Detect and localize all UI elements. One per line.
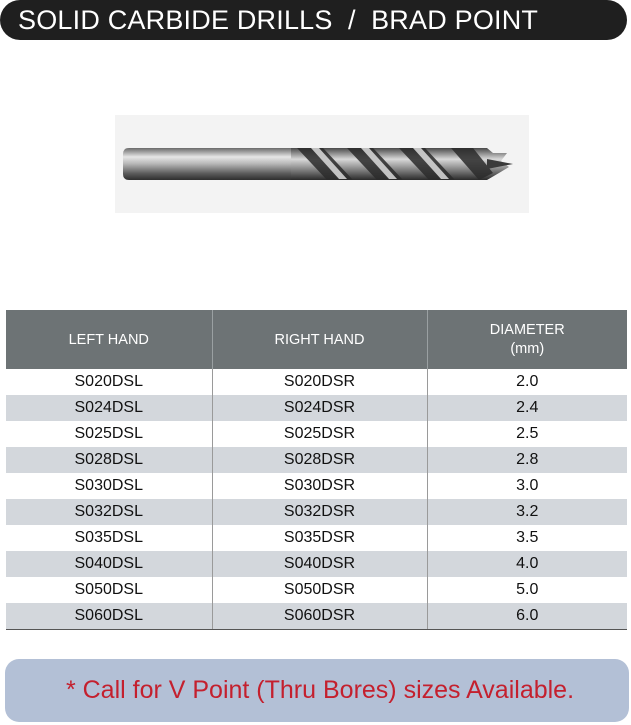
table-row (6, 577, 627, 603)
left-hand-cell: S024DSL (6, 395, 212, 421)
right-hand-cell: S020DSR (212, 369, 427, 395)
column-header-right-hand (212, 310, 427, 369)
diameter-cell: 6.0 (427, 603, 627, 630)
left-hand-cell: S020DSL (6, 369, 212, 395)
diameter-cell: 2.8 (427, 447, 627, 473)
column-header-diameter (427, 310, 627, 369)
left-hand-cell: S050DSL (6, 577, 212, 603)
table-row (6, 395, 627, 421)
diameter-cell: 3.2 (427, 499, 627, 525)
table-header-row (6, 310, 627, 369)
table-row (6, 551, 627, 577)
right-hand-cell: S040DSR (212, 551, 427, 577)
left-hand-cell: S040DSL (6, 551, 212, 577)
table-row (6, 421, 627, 447)
left-hand-cell: S028DSL (6, 447, 212, 473)
column-header-label: RIGHT HAND (274, 331, 365, 348)
page-title: SOLID CARBIDE DRILLS / BRAD POINT (0, 0, 627, 40)
table-row (6, 473, 627, 499)
right-hand-cell: S050DSR (212, 577, 427, 603)
table-row (6, 447, 627, 473)
right-hand-cell: S060DSR (212, 603, 427, 630)
left-hand-cell: S030DSL (6, 473, 212, 499)
availability-note: * Call for V Point (Thru Bores) sizes Available. (5, 659, 629, 722)
right-hand-cell: S028DSR (212, 447, 427, 473)
left-hand-cell: S060DSL (6, 603, 212, 630)
left-hand-cell: S032DSL (6, 499, 212, 525)
column-header-label: LEFT HAND (68, 331, 149, 348)
right-hand-cell: S024DSR (212, 395, 427, 421)
drill-image (115, 115, 529, 213)
left-hand-cell: S035DSL (6, 525, 212, 551)
column-header-left-hand (6, 310, 212, 369)
left-hand-cell: S025DSL (6, 421, 212, 447)
right-hand-cell: S025DSR (212, 421, 427, 447)
table-row (6, 525, 627, 551)
drill-spec-table (6, 310, 627, 630)
diameter-cell: 2.0 (427, 369, 627, 395)
diameter-cell: 3.0 (427, 473, 627, 499)
diameter-cell: 5.0 (427, 577, 627, 603)
right-hand-cell: S035DSR (212, 525, 427, 551)
column-header-unit: (mm) (510, 341, 545, 357)
diameter-cell: 3.5 (427, 525, 627, 551)
table-row (6, 603, 627, 630)
table-row (6, 499, 627, 525)
right-hand-cell: S030DSR (212, 473, 427, 499)
diameter-cell: 4.0 (427, 551, 627, 577)
diameter-cell: 2.5 (427, 421, 627, 447)
column-header-label: DIAMETER (489, 322, 565, 338)
table-row (6, 369, 627, 395)
diameter-cell: 2.4 (427, 395, 627, 421)
brad-point-drill-icon (115, 115, 529, 213)
right-hand-cell: S032DSR (212, 499, 427, 525)
